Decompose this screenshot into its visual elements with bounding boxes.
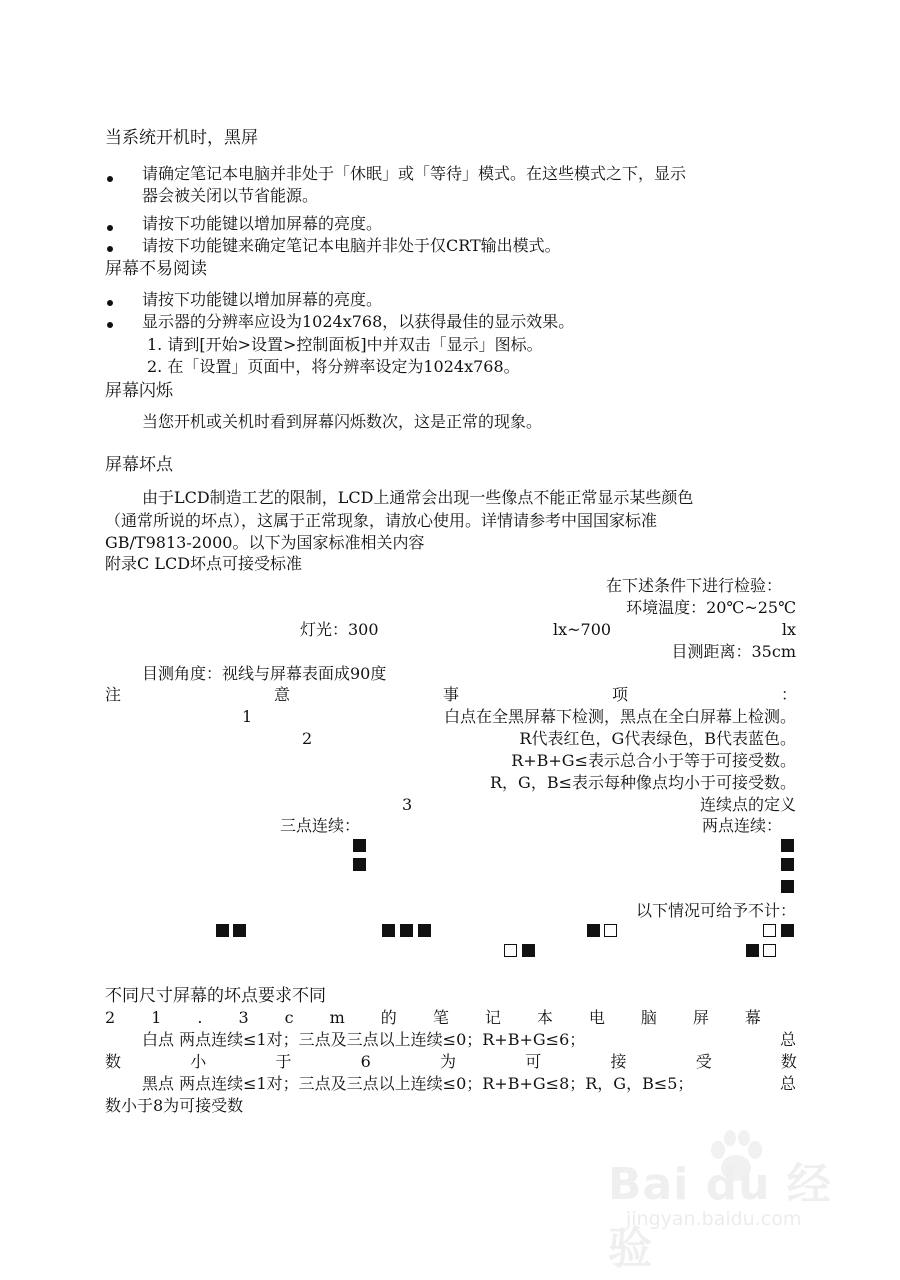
conditions-light-b: lx~700	[553, 620, 612, 639]
size-heading-char: 记	[484, 1008, 501, 1027]
paragraph-line: 请确定笔记本电脑并非处于「休眠」或「等待」模式。在这些模式之下，显示	[142, 164, 687, 183]
notes-heading-char: 项	[611, 685, 628, 704]
section-title-dead-pixels: 屏幕坏点	[105, 455, 173, 475]
section-title-flicker: 屏幕闪烁	[105, 381, 173, 401]
numbered-step: 2. 在「设置」页面中，将分辨率设定为1024x768。	[147, 357, 520, 376]
watermark	[608, 1128, 838, 1274]
black-pixel-icon	[781, 858, 794, 871]
section-title-hard-to-read: 屏幕不易阅读	[105, 259, 207, 279]
screen-size-heading	[105, 1007, 797, 1029]
black-pixel-rule-continued: 数小于8为可接受数	[105, 1096, 244, 1115]
white-pixel-rule: 白点 两点连续≤1对；三点及三点以上连续≤0；R+B+G≤6；	[142, 1030, 586, 1049]
conditions-light-c: lx	[781, 620, 796, 639]
numbered-step: 1. 请到[开始>设置>控制面板]中并双击「显示」图标。	[147, 335, 543, 354]
note-text: R+B+G≤表示总合小于等于可接受数。	[511, 751, 796, 770]
black-pixel-icon	[233, 924, 246, 937]
black-pixel-icon	[746, 944, 759, 957]
note-text: 连续点的定义	[699, 795, 796, 814]
three-continuous-label: 三点连续：	[280, 816, 361, 835]
watermark-url: jingyan.baidu.com	[626, 1208, 802, 1230]
bullet-icon	[107, 300, 113, 306]
appendix-title: 附录C LCD坏点可接受标准	[105, 554, 303, 573]
notes-heading-char: 注	[105, 685, 122, 704]
size-heading-char: 笔	[432, 1008, 449, 1027]
section-title-size-requirements: 不同尺寸屏幕的坏点要求不同	[105, 986, 326, 1006]
note-number: 3	[402, 795, 413, 814]
conditions-light-a: 灯光：300	[300, 620, 379, 639]
size-heading-char: 屏	[692, 1008, 709, 1027]
conditions-distance: 目测距离：35cm	[671, 642, 796, 661]
rule-char: 小	[190, 1052, 207, 1071]
note-number: 2	[302, 729, 313, 748]
paragraph-line: GB/T9813-2000。以下为国家标准相关内容	[105, 533, 425, 552]
paragraph-line: 当您开机或关机时看到屏幕闪烁数次，这是正常的现象。	[142, 412, 543, 431]
note-text: 白点在全黑屏幕下检测，黑点在全白屏幕上检测。	[443, 707, 796, 726]
bullet-icon	[107, 225, 113, 231]
section-title-black-screen: 当系统开机时，黑屏	[105, 128, 258, 148]
size-heading-char: 的	[380, 1008, 397, 1027]
notes-heading	[105, 684, 797, 706]
black-pixel-icon	[587, 924, 600, 937]
rule-char: 数	[780, 1052, 797, 1071]
rule-char: 于	[275, 1052, 292, 1071]
black-pixel-icon	[353, 858, 366, 871]
notes-heading-char: ：	[780, 685, 797, 704]
black-pixel-icon	[418, 924, 431, 937]
black-pixel-icon	[522, 944, 535, 957]
black-pixel-icon	[400, 924, 413, 937]
exempt-label: 以下情况可给予不计：	[635, 901, 796, 920]
white-pixel-icon	[763, 924, 776, 937]
conditions-angle: 目测角度：视线与屏幕表面成90度	[142, 664, 387, 683]
black-pixel-icon	[781, 924, 794, 937]
note-text: R代表红色，G代表绿色，B代表蓝色。	[519, 729, 796, 748]
white-pixel-icon	[604, 924, 617, 937]
size-heading-char: 3	[238, 1008, 249, 1027]
paragraph-line: 器会被关闭以节省能源。	[142, 186, 319, 205]
white-pixel-rule-total: 总	[779, 1030, 796, 1049]
rule-char: 受	[695, 1052, 712, 1071]
conditions-title: 在下述条件下进行检验：	[605, 576, 782, 595]
black-pixel-icon	[353, 839, 366, 852]
bullet-icon	[107, 176, 113, 182]
bullet-icon	[107, 322, 113, 328]
black-pixel-icon	[781, 880, 794, 893]
size-heading-char: .	[197, 1008, 203, 1027]
size-heading-char: 脑	[640, 1008, 657, 1027]
rule-char: 接	[610, 1052, 627, 1071]
rule-char: 数	[105, 1052, 122, 1071]
white-pixel-icon	[763, 944, 776, 957]
note-number: 1	[242, 707, 253, 726]
size-heading-char: 电	[588, 1008, 605, 1027]
watermark-brand: Bai du 经验	[608, 1159, 832, 1274]
rule-char: 可	[525, 1052, 542, 1071]
white-pixel-rule-continued	[105, 1051, 797, 1073]
size-heading-char: 1	[151, 1008, 162, 1027]
size-heading-char: c	[284, 1008, 294, 1027]
black-pixel-icon	[216, 924, 229, 937]
size-heading-char: m	[329, 1008, 345, 1027]
white-pixel-icon	[504, 944, 517, 957]
conditions-temperature: 环境温度：20℃~25℃	[626, 598, 796, 617]
rule-char: 6	[360, 1052, 371, 1071]
two-continuous-label: 两点连续：	[701, 816, 782, 835]
note-text: R，G，B≤表示每种像点均小于可接受数。	[490, 773, 796, 792]
bullet-icon	[107, 246, 113, 252]
size-heading-char: 幕	[744, 1008, 761, 1027]
size-heading-char: 本	[536, 1008, 553, 1027]
black-pixel-icon	[781, 839, 794, 852]
black-pixel-rule: 黑点 两点连续≤1对；三点及三点以上连续≤0；R+B+G≤8；R，G，B≤5；	[142, 1074, 694, 1093]
paragraph-line: 请按下功能键以增加屏幕的亮度。	[142, 290, 383, 309]
black-pixel-rule-total: 总	[779, 1074, 796, 1093]
size-heading-char: 2	[105, 1008, 116, 1027]
notes-heading-char: 事	[442, 685, 459, 704]
notes-heading-char: 意	[273, 685, 290, 704]
black-pixel-icon	[382, 924, 395, 937]
paragraph-line: 由于LCD制造工艺的限制，LCD上通常会出现一些像点不能正常显示某些颜色	[142, 488, 694, 507]
paragraph-line: 请按下功能键来确定笔记本电脑并非处于仅CRT输出模式。	[142, 236, 561, 255]
paragraph-line: 显示器的分辨率应设为1024x768，以获得最佳的显示效果。	[142, 312, 575, 331]
rule-char: 为	[440, 1052, 457, 1071]
paragraph-line: 请按下功能键以增加屏幕的亮度。	[142, 214, 383, 233]
paragraph-line: （通常所说的坏点），这属于正常现象，请放心使用。详情请参考中国国家标准	[105, 511, 658, 530]
